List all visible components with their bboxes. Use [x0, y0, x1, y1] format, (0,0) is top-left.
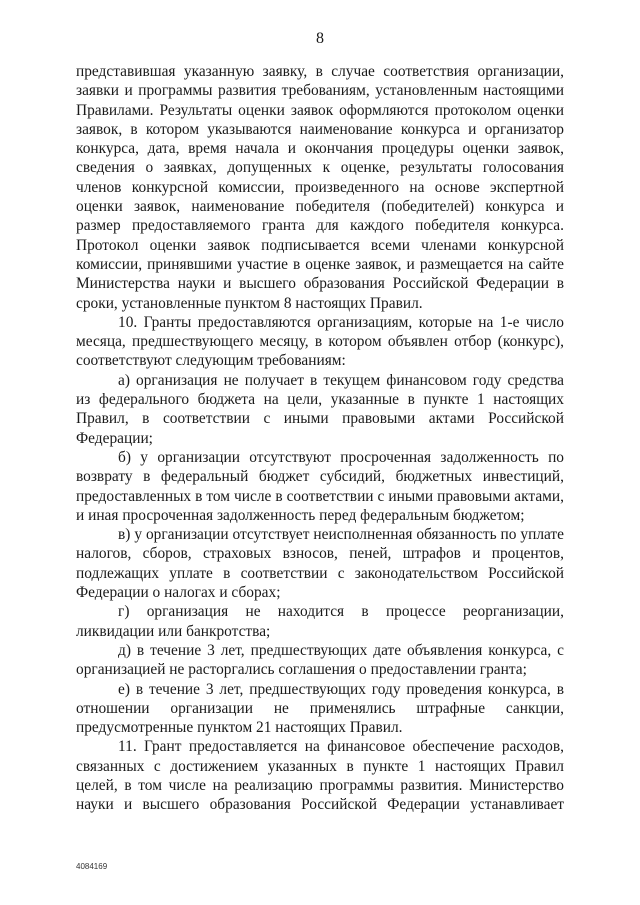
document-body — [76, 62, 564, 815]
document-code: 4084169 — [76, 862, 108, 871]
paragraph-subitem-a: а) организация не получает в текущем финансовом году средства из федерального бюджета на цели, указанные в пункте 1 настоящих Правил, в соответствии с иными правовыми актами Российской Федерации; — [76, 371, 564, 447]
paragraph-item-11: 11. Грант предоставляется на финансовое обеспечение расходов, связанных с достижением указанных в пункте 1 настоящих Правил целей, в том числе на реализацию программы развития. Министерство науки и высшего образования Российской Федерации устанавливает — [76, 738, 564, 814]
paragraph-subitem-e: е) в течение 3 лет, предшествующих году проведения конкурса, в отношении организации не применялись штрафные санкции, предусмотренные пунктом 21 настоящих Правил. — [76, 680, 564, 737]
page-number: 8 — [316, 30, 324, 47]
paragraph-subitem-b: б) у организации отсутствуют просроченная задолженность по возврату в федеральный бюджет субсидий, бюджетных инвестиций, предоставленных в том числе в соответствии с иными правовыми актами, и иная просроченная задолженность перед федеральным бюджетом; — [76, 448, 564, 524]
paragraph-item-10: 10. Гранты предоставляются организациям, которые на 1-е число месяца, предшествующего месяцу, в котором объявлен отбор (конкурс), соответствуют следующим требованиям: — [76, 313, 564, 370]
paragraph-subitem-g: г) организация не находится в процессе реорганизации, ликвидации или банкротства; — [76, 603, 564, 640]
paragraph-continuation: представившая указанную заявку, в случае соответствия организации, заявки и программы развития требованиям, установленным настоящими Правилами. Результаты оценки заявок оформляются протоколом оценки заявок, в котором указываются наименование конкурса и организатор конкурса, дата, время начала и окончания процедуры оценки заявок, сведения о заявках, допущенных к оценке, результаты голосования членов конкурсной комиссии, произведенного на основе экспертной оценки заявок, наименование победителя (победителей) конкурса и размер предоставляемого гранта для каждого победителя конкурса. Протокол оценки заявок подписывается всеми членами конкурсной комиссии, принявшими участие в оценке заявок, и размещается на сайте Министерства науки и высшего образования Российской Федерации в сроки, установленные пунктом 8 настоящих Правил. — [76, 63, 564, 312]
paragraph-subitem-v: в) у организации отсутствует неисполненная обязанность по уплате налогов, сборов, страховых взносов, пеней, штрафов и процентов, подлежащих уплате в соответствии с законодательством Российской Федерации о налогах и сборах; — [76, 526, 564, 602]
paragraph-subitem-d: д) в течение 3 лет, предшествующих дате объявления конкурса, с организацией не расторгались соглашения о предоставлении гранта; — [76, 641, 564, 679]
